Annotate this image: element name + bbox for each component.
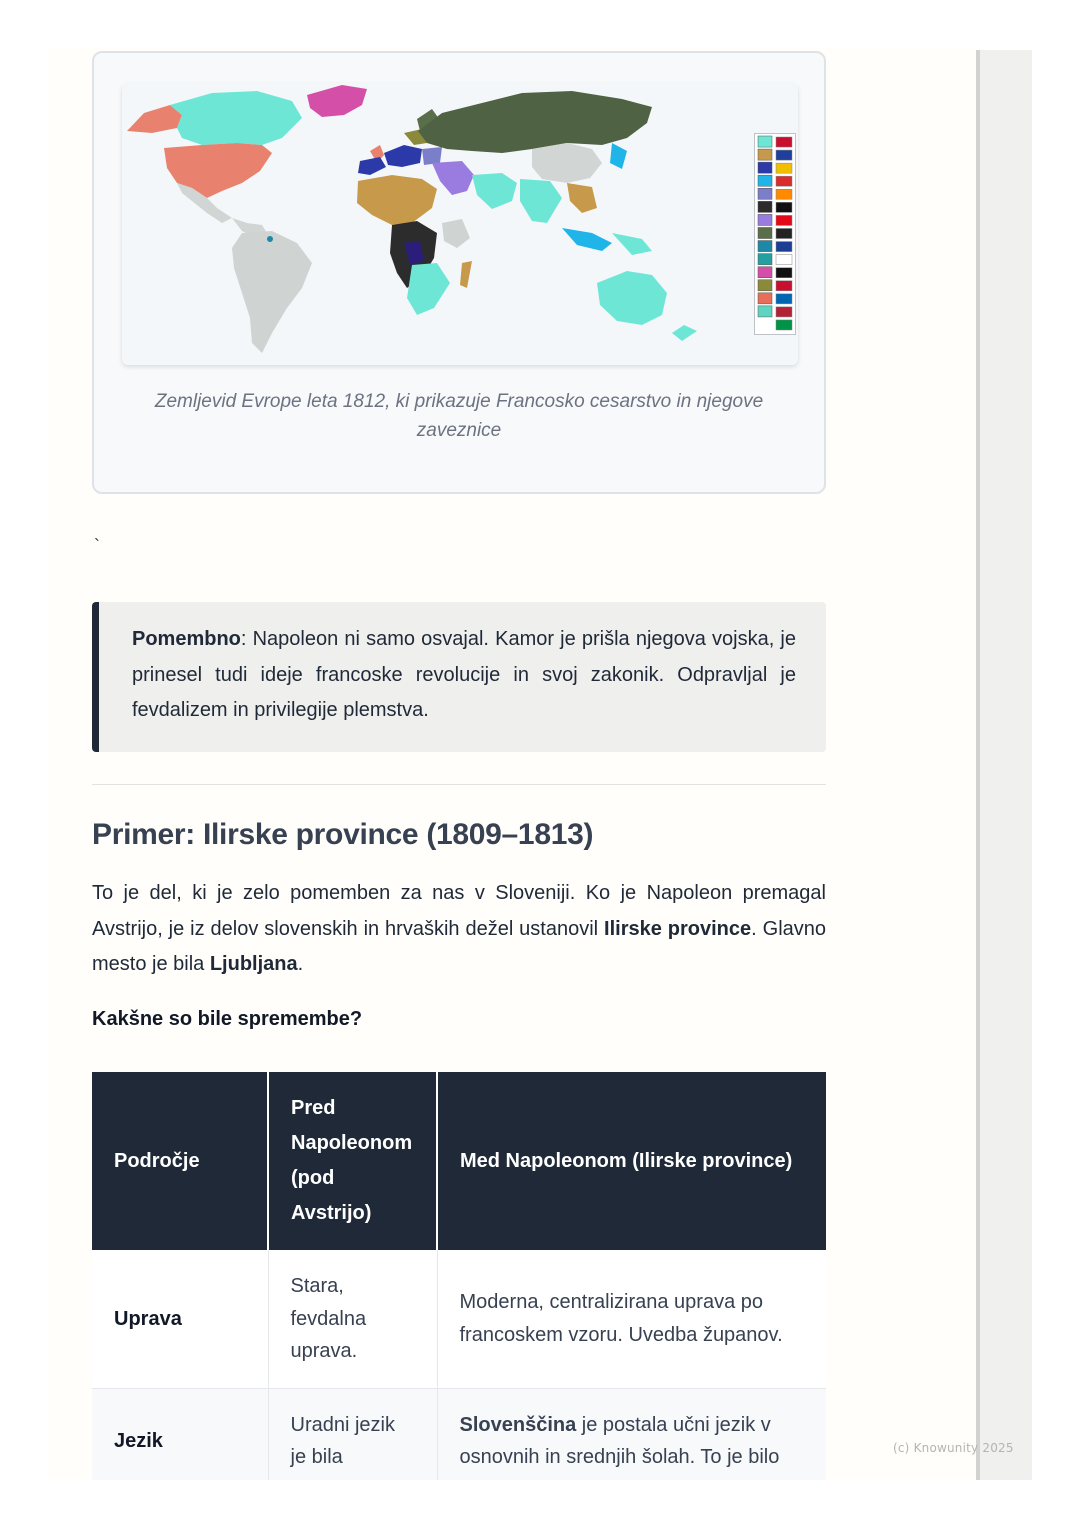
callout-body: : Napoleon ni samo osvajal. Kamor je prišla njegova vojska, je prinesel tudi ideje francoske revolucije in svoj zakonik. Odpravljal je fevdalizem in privilegije plemstva. [132, 628, 796, 721]
callout-text [132, 622, 796, 729]
row-during-text: Moderna, centralizirana uprava po francoskem vzoru. Uvedba županov. [459, 1291, 783, 1346]
france-flag-icon [776, 150, 792, 160]
section-divider [92, 784, 826, 785]
stray-backtick: ` [94, 536, 100, 556]
row-area: Jezik [92, 1388, 268, 1480]
germany-flag-icon [776, 202, 792, 212]
header-before: Pred Napoleonom (pod Avstrijo) [268, 1072, 437, 1250]
germany-flag-icon [776, 268, 792, 278]
legend-swatch [758, 280, 772, 291]
uk-flag-icon [776, 137, 792, 147]
row-during-text: je postala učni jezik v osnovnih in srednjih šolah. To je bilo [459, 1413, 780, 1468]
paragraph-text-2: . Glavno mesto je bila [92, 917, 827, 975]
row-area: Uprava [92, 1250, 268, 1388]
section-paragraph [92, 876, 826, 983]
copyright-watermark: (c) Knowunity 2025 [893, 1441, 1014, 1455]
sweden-flag-icon [776, 294, 792, 304]
ottoman-flag-icon [776, 215, 792, 225]
row-during [437, 1388, 826, 1480]
usa-flag-icon [776, 307, 792, 317]
paragraph-bold-ilirske: Ilirske province [604, 917, 752, 940]
changes-table [92, 1072, 826, 1480]
japan-flag-icon [776, 255, 792, 265]
legend-swatch [758, 254, 772, 265]
table-header-row [92, 1072, 826, 1250]
legend-swatch [758, 201, 772, 212]
belgium-flag-icon [776, 228, 792, 238]
row-during [437, 1250, 826, 1388]
callout-label: Pomembno [132, 628, 241, 650]
map-legend-swatches [755, 134, 795, 334]
spain-flag-icon [776, 163, 792, 173]
important-callout [92, 602, 826, 752]
russia-flag-icon [776, 242, 792, 252]
legend-swatch [758, 136, 772, 147]
map-figure [92, 51, 826, 494]
section-heading: Primer: Ilirske province (1809–1813) [92, 818, 594, 851]
legend-swatch [758, 293, 772, 304]
portugal-flag-icon [776, 176, 792, 186]
paragraph-text-1: To je del, ki je zelo pomemben za nas v Sloveniji. Ko je Napoleon premagal Avstrijo, je iz delov slovenskih in hrvaških dežel ustanovil [92, 882, 826, 940]
map-legend [754, 133, 796, 335]
legend-swatch [758, 306, 772, 317]
legend-swatch [758, 214, 772, 225]
legend-swatch [758, 162, 772, 173]
page-edge-rail [976, 50, 1032, 1480]
legend-swatch [758, 267, 772, 278]
legend-swatch [758, 175, 772, 186]
row-during-bold: Slovenščina [459, 1413, 577, 1436]
row-before: Stara, fevdalna uprava. [268, 1250, 437, 1388]
document-page [48, 48, 976, 1480]
legend-swatch [758, 241, 772, 252]
denmark-flag-icon [776, 281, 792, 291]
header-during: Med Napoleonom (Ilirske province) [437, 1072, 826, 1250]
italy-flag-icon [776, 320, 792, 330]
header-area: Področje [92, 1072, 268, 1250]
world-map-graphic [122, 83, 798, 365]
table-row [92, 1388, 826, 1480]
paragraph-text-3: . [297, 953, 304, 975]
legend-swatch [758, 227, 772, 238]
paragraph-bold-ljubljana: Ljubljana [209, 953, 298, 975]
legend-swatch [758, 149, 772, 160]
legend-swatch [758, 188, 772, 199]
map-caption: Zemljevid Evrope leta 1812, ki prikazuje Francosko cesarstvo in njegove zaveznice [154, 391, 764, 441]
netherlands-flag-icon [776, 189, 792, 199]
world-map-image [122, 83, 798, 365]
table-row [92, 1250, 826, 1388]
row-before: Uradni jezik je bila [268, 1388, 437, 1480]
changes-subheading: Kakšne so bile spremembe? [92, 1008, 363, 1030]
